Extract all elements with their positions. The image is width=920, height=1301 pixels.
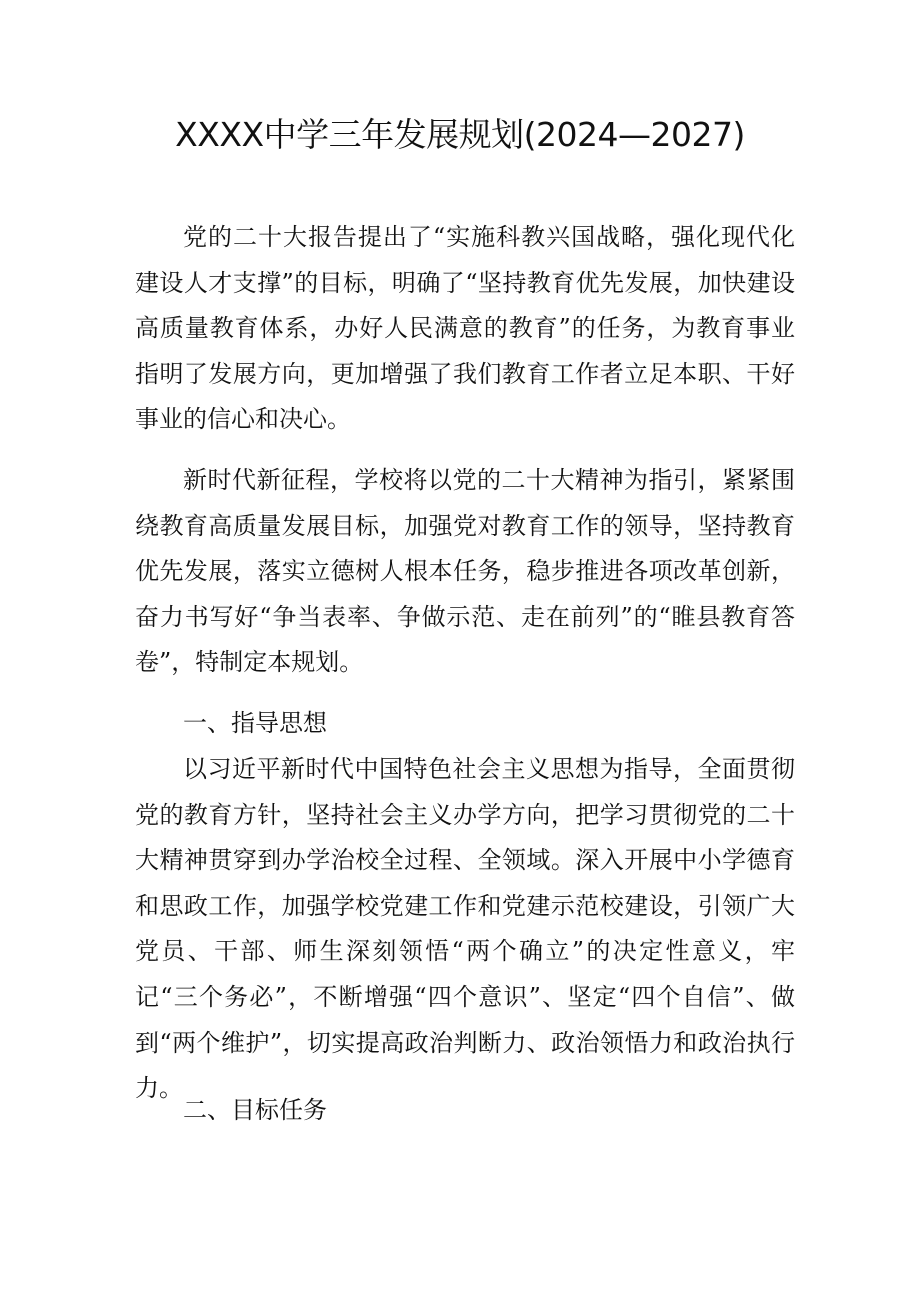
document-title: XXXX中学三年发展规划(2024—2027)	[175, 115, 745, 154]
guiding-ideology-paragraph: 以习近平新时代中国特色社会主义思想为指导，全面贯彻党的教育方针，坚持社会主义办学方向，把学习贯彻党的二十大精神贯穿到办学治校全过程、全领域。深入开展中小学德育和思政工作，加强学校党建工作和党建示范校建设，引领广大党员、干部、师生深刻领悟“两个确立”的决定性意义，牢记“三个务必”，不断增强“四个意识”、坚定“四个自信”、做到“两个维护”，切实提高政治判断力、政治领悟力和政治执行力。	[135, 755, 795, 1103]
section-heading-goals-tasks: 二、目标任务	[183, 1096, 327, 1124]
purpose-paragraph: 新时代新征程，学校将以党的二十大精神为指引，紧紧围绕教育高质量发展目标，加强党对教育工作的领导，坚持教育优先发展，落实立德树人根本任务，稳步推进各项改革创新，奋力书写好“争当表率、争做示范、走在前列”的“睢县教育答卷”，特制定本规划。	[135, 466, 795, 677]
section-heading-guiding-ideology: 一、指导思想	[183, 709, 327, 737]
intro-paragraph: 党的二十大报告提出了“实施科教兴国战略，强化现代化建设人才支撑”的目标，明确了“坚持教育优先发展，加快建设高质量教育体系，办好人民满意的教育”的任务，为教育事业指明了发展方向，更加增强了我们教育工作者立足本职、干好事业的信心和决心。	[135, 223, 795, 434]
